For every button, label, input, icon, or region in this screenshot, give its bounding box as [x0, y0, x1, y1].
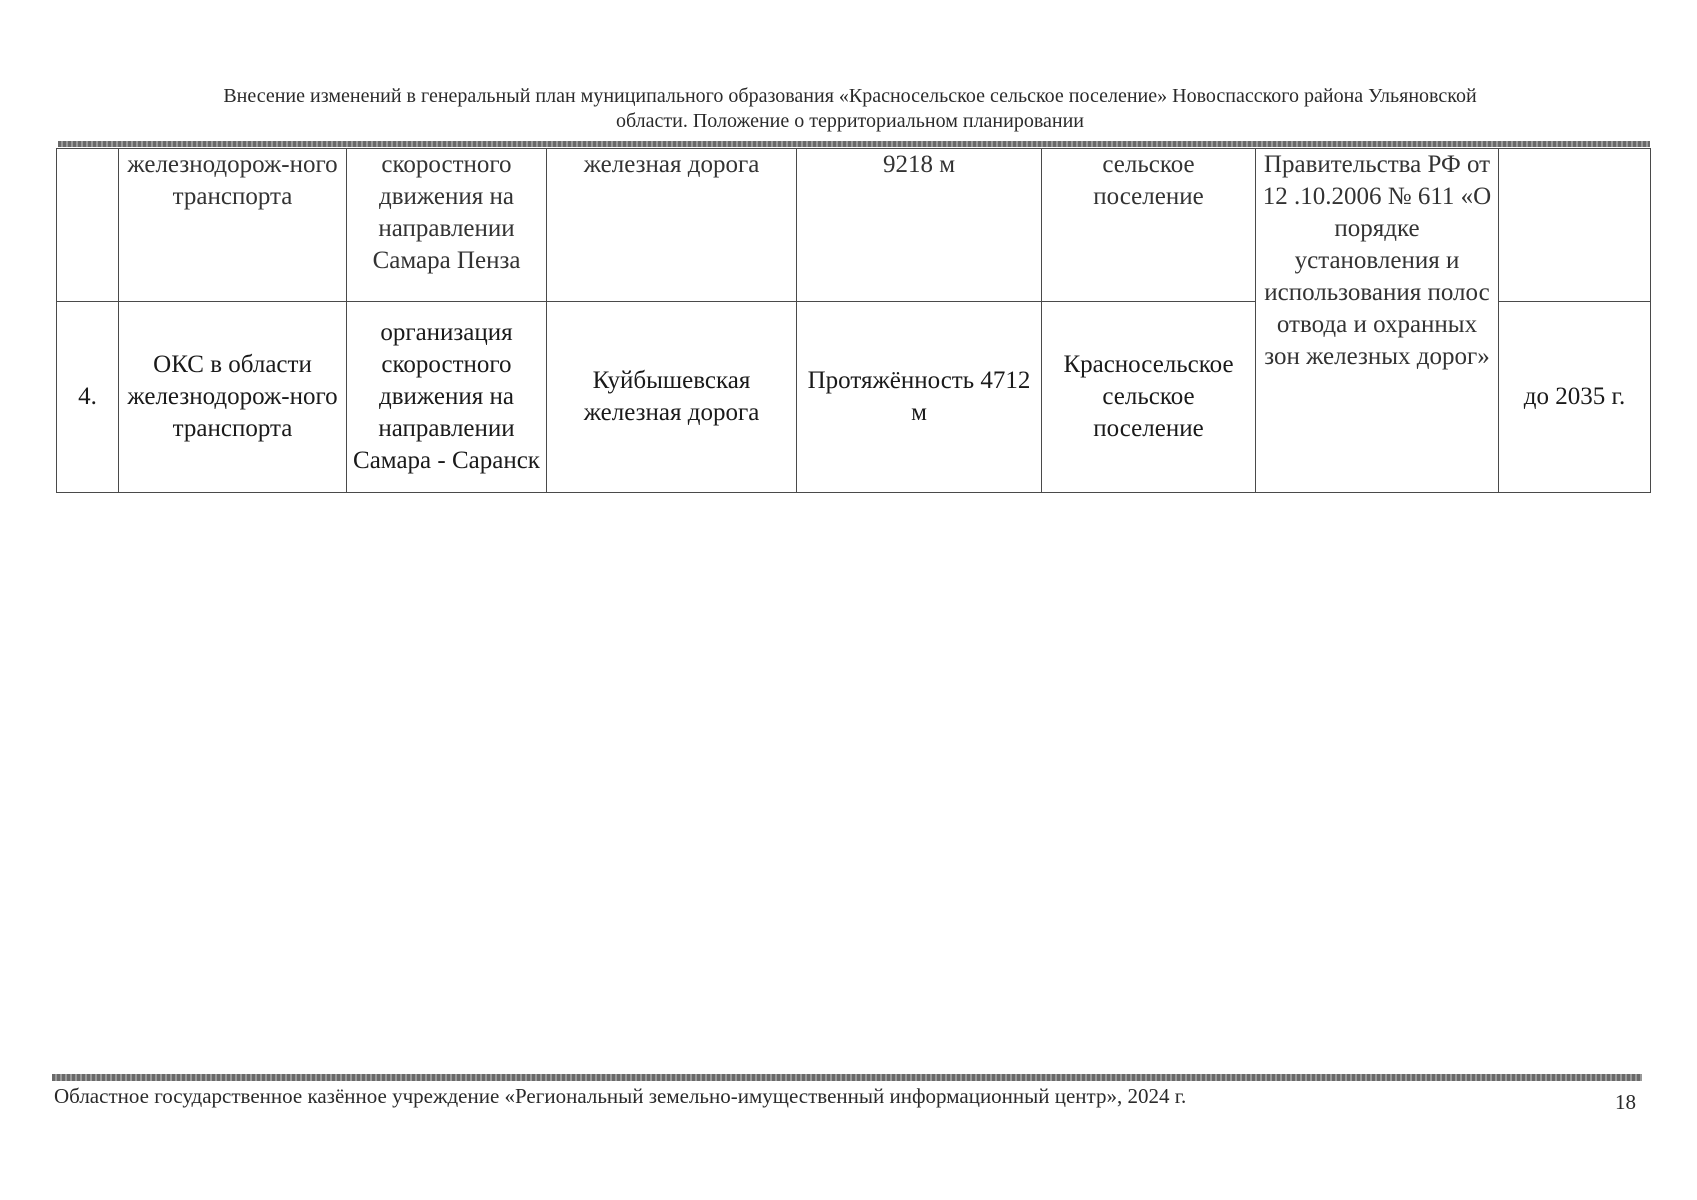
cell-characteristic: Протяжённость 4712 м: [797, 302, 1042, 493]
cell-characteristic: [797, 149, 1042, 302]
cell-type: ОКС в области железнодорож-ного транспорта: [119, 302, 347, 493]
cell-type: [119, 149, 347, 302]
cell-num: 4.: [57, 302, 119, 493]
cell-purpose: организация скоростного движения на направлении Самара - Саранск: [347, 302, 547, 493]
cell-name: Куйбышевская железная дорога: [547, 302, 797, 493]
header-line-2: области. Положение о территориальном планировании: [616, 110, 1084, 132]
cell-type-text: железнодорож-ного транспорта: [127, 151, 338, 210]
page-header: [70, 84, 1630, 134]
cell-purpose: [347, 149, 547, 302]
cell-name: [547, 149, 797, 302]
header-rule: [58, 141, 1650, 147]
page-number: 18: [1615, 1090, 1636, 1114]
cell-location: [1042, 149, 1256, 302]
footer-rule: [52, 1074, 1642, 1081]
planning-table: [56, 148, 1651, 493]
cell-purpose-text: скоростного движения на направлении Самара Пенза: [372, 151, 521, 274]
cell-deadline: до 2035 г.: [1499, 302, 1651, 493]
cell-num: [57, 149, 119, 302]
cell-law: Правительства РФ от 12 .10.2006 № 611 «О порядке установления и использования полос отвода и охранных зон железных дорог»: [1256, 149, 1499, 493]
cell-location-text: сельское поселение: [1093, 151, 1204, 210]
cell-location: Красносельское сельское поселение: [1042, 302, 1256, 493]
cell-characteristic-text: 9218 м: [882, 151, 956, 178]
footer-text: Областное государственное казённое учреждение «Региональный земельно-имущественный информационный центр», 2024 г.: [54, 1084, 1187, 1108]
header-line-1: Внесение изменений в генеральный план муниципального образования «Красносельское сельское поселение» Новоспасского района Ульяновской: [223, 85, 1477, 107]
cell-deadline: [1499, 149, 1651, 302]
table-row-continued: [57, 149, 1651, 302]
cell-name-text: железная дорога: [583, 151, 760, 178]
